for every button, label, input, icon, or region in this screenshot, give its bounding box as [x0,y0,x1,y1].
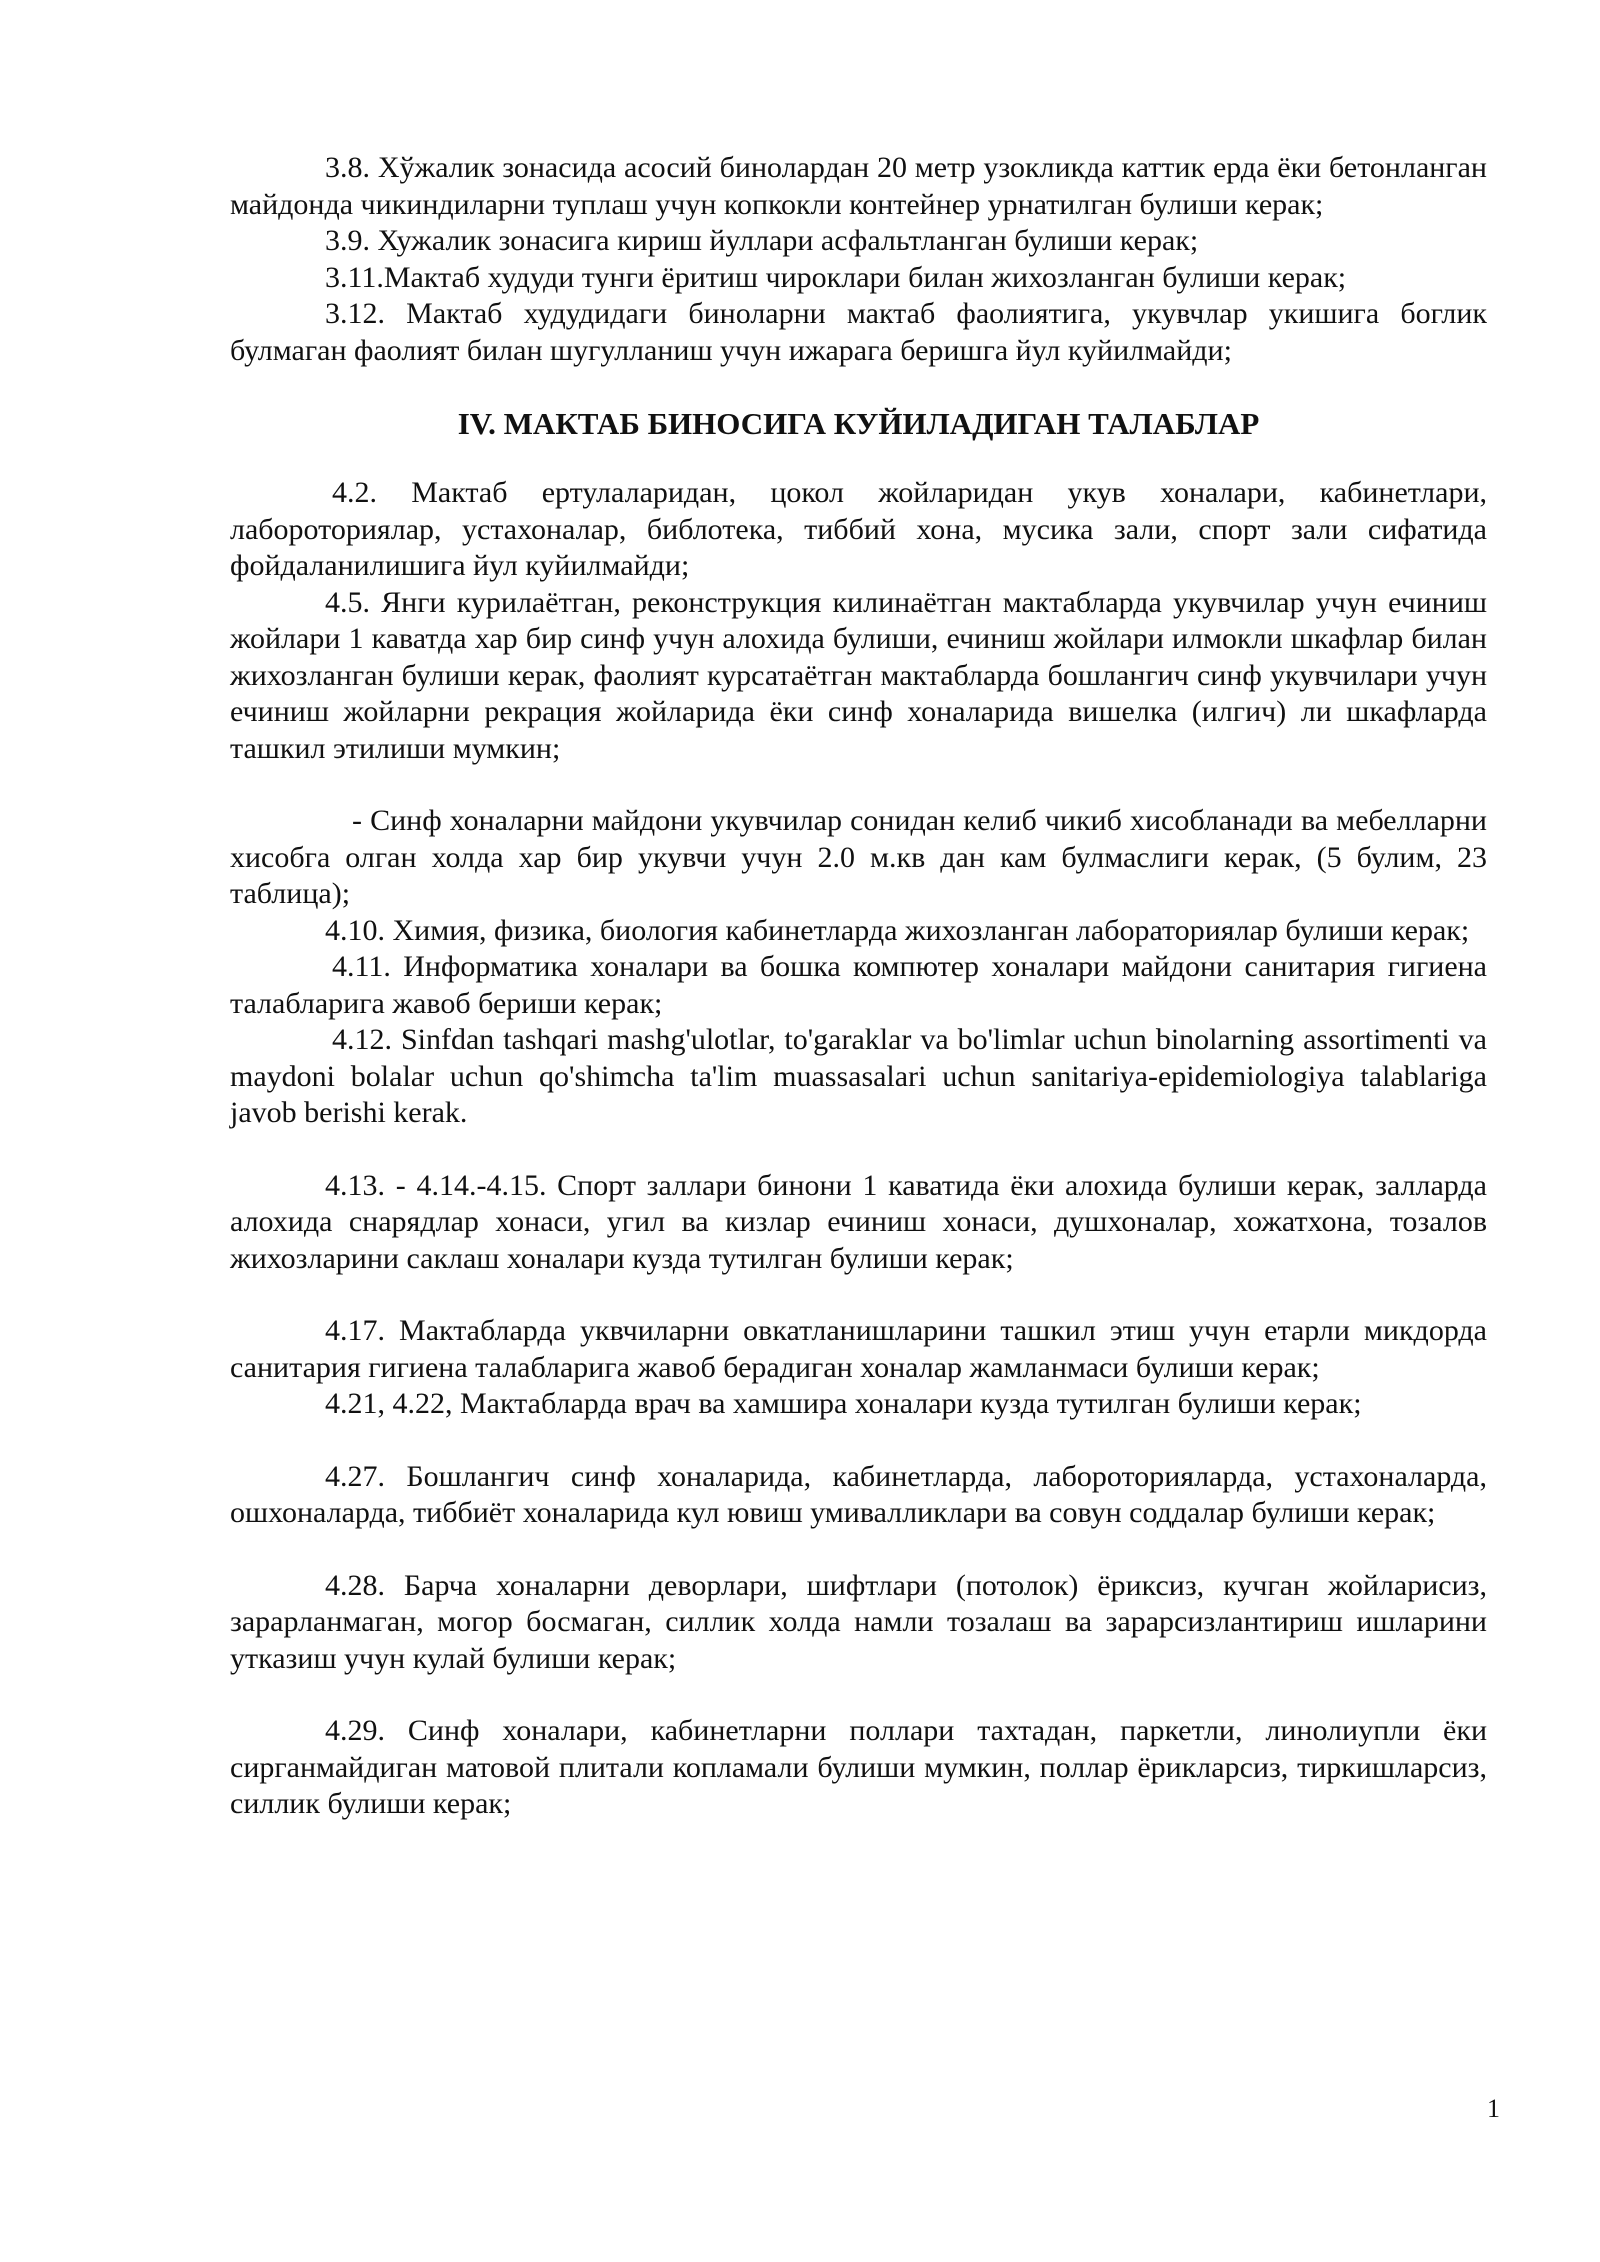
paragraph-4-29: 4.29. Синф хоналари, кабинетларни поллари тахтадан, паркетли, линолиупли ёки сирганмайдиган матовой плитали копламали булиши мумкин, поллар ёрикларсиз, тиркишларсиз, силлик булиши керак; [230,1714,1487,1820]
paragraph-4-2: 4.2. Мактаб ертулаларидан, цокол жойларидан укув хоналари, кабинетлари, лабороториялар, устахоналар, библотека, тиббий хона, мусика зали, спорт зали сифатида фойдаланилишига йул куйилмайди; [230,476,1487,582]
section-heading: IV. МАКТАБ БИНОСИГА КУЙИЛАДИГАН ТАЛАБЛАР [457,406,1260,441]
paragraph-3-12: 3.12. Мактаб худудидаги биноларни мактаб фаолиятига, укувчлар укишига боглик булмаган фаолият билан шугулланиш учун ижарага беришга йул куйилмайди; [230,297,1487,367]
paragraph-4-10: 4.10. Химия, физика, биология кабинетларда жихозланган лабораториялар булиши керак; [325,913,1470,947]
paragraph-4-17: 4.17. Мактабларда уквчиларни овкатланишларини ташкил этиш учун етарли микдорда санитария гигиена талабларига жавоб берадиган хоналар жамланмаси булиши керак; [230,1314,1487,1384]
paragraph-3-11: 3.11.Мактаб худуди тунги ёритиш чироклари билан жихозланган булиши керак; [325,260,1347,294]
paragraph-3-9: 3.9. Хужалик зонасига кириш йуллари асфальтланган булиши керак; [325,224,1199,257]
paragraph-4-13: 4.13. - 4.14.-4.15. Спорт заллари бинони 1 каватида ёки алохида булиши керак, залларда алохида снарядлар хонаси, угил ва кизлар ечиниш хонаси, душхоналар, хожатхона, тозалов жихозларини саклаш хоналари кузда тутилган булиши керак; [230,1168,1487,1275]
paragraph-4-12: 4.12. Sinfdan tashqari mashg'ulotlar, to'garaklar va bo'limlar uchun binolarning assortimenti va maydoni bolalar uchun qo'shimcha ta'lim muassasalari uchun sanitariya-epidemiologiya talablariga javob berishi kerak. [230,1023,1487,1129]
paragraph-4-21: 4.21, 4.22, Мактабларда врач ва хамшира хоналари кузда тутилган булиши керак; [325,1387,1362,1420]
document-body [230,150,1487,1823]
paragraph-4-28: 4.28. Барча хоналарни деворлари, шифтлари (потолок) ёриксиз, кучган жойларисиз, зарарланмаган, могор босмаган, силлик холда намли тозалаш ва зарарсизлантириш ишларини утказиш учун кулай булиши керак; [230,1568,1487,1675]
paragraph-4-5: 4.5. Янги курилаётган, реконструкция килинаётган мактабларда укувчилар учун ечиниш жойлари 1 каватда хар бир синф учун алохида булиши, ечиниш жойлари илмокли шкафлар билан жихозланган булиши керак, фаолият курсатаётган мактабларда бошлангич синф укувчилари учун ечиниш жойларни рекрация жойларида ёки синф хоналарида вишелка (илгич) ли шкафларда ташкил этилиши мумкин; [230,585,1487,765]
page-number: 1 [1487,2094,1500,2123]
paragraph-4-11: 4.11. Информатика хоналари ва бошка компютер хоналари майдони санитария гигиена талабларига жавоб бериши керак; [230,950,1487,1020]
paragraph-3-8: 3.8. Хўжалик зонасида асосий бинолардан 20 метр узокликда каттик ерда ёки бетонланган майдонда чикиндиларни туплаш учун копкокли контейнер урнатилган булиши керак; [230,151,1487,221]
paragraph-4-27: 4.27. Бошлангич синф хоналарида, кабинетларда, лабороторияларда, устахоналарда, ошхоналарда, тиббиёт хоналарида кул ювиш умивалликлари ва совун соддалар булиши керак; [230,1459,1487,1529]
paragraph-sinf-area: - Синф хоналарни майдони укувчилар сонидан келиб чикиб хисобланади ва мебелларни хисобга олган холда хар бир укувчи учун 2.0 м.кв дан кам булмаслиги керак, (5 булим, 23 таблица); [230,804,1487,910]
